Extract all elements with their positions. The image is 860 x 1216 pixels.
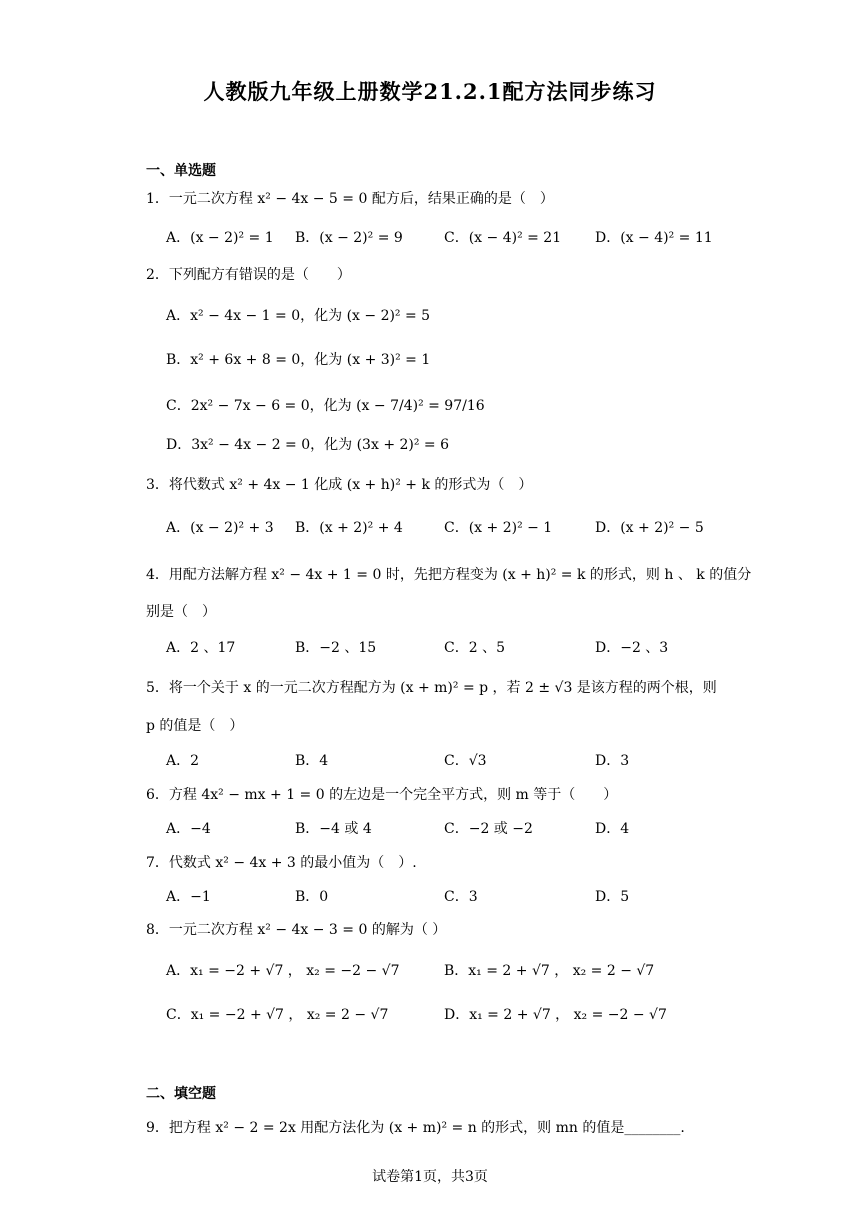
q8-option-d: D．x₁ = 2 + √7 ， x₂ = −2 − √7 [444,1007,667,1023]
q8-option-b: B．x₁ = 2 + √7 ， x₂ = 2 − √7 [444,963,655,979]
q5-option-a: A．2 [166,753,200,769]
q1-option-c: C．(x − 4)² = 21 [444,230,562,246]
question-7: 7．代数式 x² − 4x + 3 的最小值为（ ）. [146,855,417,871]
q1-option-a: A．(x − 2)² = 1 [166,230,274,246]
q8-option-c: C．x₁ = −2 + √7 ， x₂ = 2 − √7 [166,1007,389,1023]
q6-option-b: B．−4 或 4 [295,821,372,837]
section-heading-single-choice: 一、单选题 [146,163,216,179]
q3-option-d: D．(x + 2)² − 5 [595,520,704,536]
q6-option-d: D．4 [595,821,630,837]
page-title: 人教版九年级上册数学21.2.1配方法同步练习 [203,79,657,104]
q5-option-b: B．4 [295,753,329,769]
question-5-continued: p 的值是（ ） [146,718,244,734]
q7-option-a: A．−1 [166,889,211,905]
question-2: 2．下列配方有错误的是（ ） [146,267,351,283]
q4-option-d: D．−2 、3 [595,640,669,656]
q2-option-d: D．3x² − 4x − 2 = 0，化为 (3x + 2)² = 6 [166,437,450,453]
q8-option-a: A．x₁ = −2 + √7 ， x₂ = −2 − √7 [166,963,400,979]
q1-option-b: B．(x − 2)² = 9 [295,230,403,246]
section-heading-fill-blank: 二、填空题 [146,1086,216,1102]
question-1: 1．一元二次方程 x² − 4x − 5 = 0 配方后，结果正确的是（ ） [146,191,554,207]
q4-option-b: B．−2 、15 [295,640,377,656]
question-6: 6．方程 4x² − mx + 1 = 0 的左边是一个完全平方式，则 m 等于（ ） [146,787,618,803]
page-footer: 试卷第1页，共3页 [372,1169,488,1185]
q7-option-c: C．3 [444,889,478,905]
q2-option-a: A．x² − 4x − 1 = 0，化为 (x − 2)² = 5 [166,308,431,324]
q4-option-a: A．2 、17 [166,640,236,656]
question-3: 3．将代数式 x² + 4x − 1 化成 (x + h)² + k 的形式为（ ） [146,477,533,493]
q3-option-a: A．(x − 2)² + 3 [166,520,274,536]
q5-option-c: C．√3 [444,753,487,769]
question-8: 8．一元二次方程 x² − 4x − 3 = 0 的解为（ ） [146,922,447,938]
q7-option-d: D．5 [595,889,630,905]
q1-option-d: D．(x − 4)² = 11 [595,230,713,246]
q2-option-c: C．2x² − 7x − 6 = 0，化为 (x − 7/4)² = 97/16 [166,398,485,414]
q3-option-c: C．(x + 2)² − 1 [444,520,553,536]
q7-option-b: B．0 [295,889,329,905]
question-9: 9．把方程 x² − 2 = 2x 用配方法化为 (x + m)² = n 的形式，则 mn 的值是________. [146,1120,685,1136]
q3-option-b: B．(x + 2)² + 4 [295,520,403,536]
q4-option-c: C．2 、5 [444,640,505,656]
question-4-continued: 别是（ ） [146,604,216,620]
q6-option-a: A．−4 [166,821,211,837]
question-4: 4．用配方法解方程 x² − 4x + 1 = 0 时，先把方程变为 (x + h)² = k 的形式，则 h 、 k 的值分 [146,567,752,583]
question-5: 5．将一个关于 x 的一元二次方程配方为 (x + m)² = p ，若 2 ± √3 是该方程的两个根，则 [146,680,717,696]
q5-option-d: D．3 [595,753,630,769]
q2-option-b: B．x² + 6x + 8 = 0，化为 (x + 3)² = 1 [166,352,431,368]
q6-option-c: C．−2 或 −2 [444,821,533,837]
